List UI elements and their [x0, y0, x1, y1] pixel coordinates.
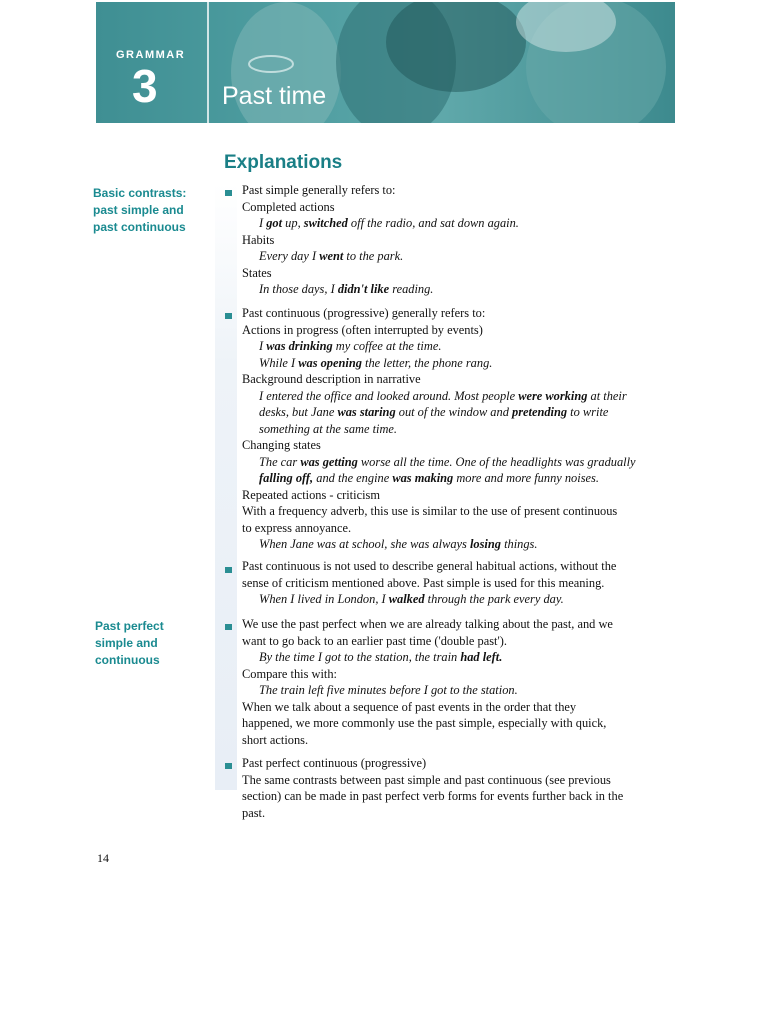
margin-strip — [215, 183, 237, 790]
bullet-icon — [225, 624, 232, 630]
banner-photo — [96, 2, 675, 123]
text-line: States — [242, 265, 272, 280]
section-past-continuous — [242, 305, 684, 553]
example-line: While I was opening the letter, the phone rang. — [259, 355, 493, 370]
section-habitual-note — [242, 558, 684, 608]
section-heading: Explanations — [224, 152, 343, 173]
grammar-label: GRAMMAR — [116, 49, 186, 61]
text-line: Past continuous (progressive) generally refers to: — [242, 306, 486, 320]
example-line: I got up, switched off the radio, and sat down again. — [259, 216, 519, 230]
text-line: Changing states — [242, 438, 321, 452]
text-line: Completed actions — [242, 199, 335, 214]
bullet-icon — [225, 190, 232, 196]
sidebar-line: past continuous — [93, 220, 186, 234]
sidebar-line: simple and — [95, 636, 158, 650]
text-line: We use the past perfect when we are already talking about the past, and we — [242, 617, 613, 631]
text-line: When we talk about a sequence of past events in the order that they — [242, 699, 577, 714]
bullet-icon — [225, 567, 232, 573]
example-line: When I lived in London, I walked through the park every day. — [259, 592, 564, 606]
example-line: The car was getting worse all the time. One of the headlights was gradually — [259, 454, 636, 469]
text-line: section) can be made in past perfect verb forms for events further back in the — [242, 789, 624, 803]
text-line: The same contrasts between past simple and past continuous (see previous — [242, 772, 611, 787]
banner-divider — [207, 2, 209, 123]
sidebar-line: Past perfect — [95, 619, 164, 633]
text-line: Past continuous is not used to describe general habitual actions, without the — [242, 559, 617, 573]
page-number: 14 — [97, 851, 109, 865]
text-line: Habits — [242, 232, 275, 247]
chapter-number: 3 — [132, 60, 158, 112]
bullet-icon — [225, 763, 232, 769]
text-line: Past simple generally refers to: — [242, 183, 396, 197]
example-line: falling off, and the engine was making more and more funny noises. — [259, 471, 599, 485]
example-line: By the time I got to the station, the train had left. — [259, 650, 503, 664]
section-past-perfect-continuous — [242, 755, 684, 821]
example-line: I entered the office and looked around. Most people were working at their — [259, 388, 627, 403]
text-line: past. — [242, 805, 266, 820]
text-line: short actions. — [242, 732, 309, 747]
text-line: Past perfect continuous (progressive) — [242, 756, 427, 770]
example-line: Every day I went to the park. — [259, 249, 404, 263]
section-past-simple — [242, 182, 684, 298]
text-line: Actions in progress (often interrupted by events) — [242, 322, 483, 337]
text-line: want to go back to an earlier past time ('double past'). — [242, 633, 507, 648]
example-line: The train left five minutes before I got to the station. — [259, 683, 518, 697]
text-line: sense of criticism mentioned above. Past simple is used for this meaning. — [242, 575, 605, 590]
example-line: I was drinking my coffee at the time. — [259, 339, 442, 353]
bullet-icon — [225, 313, 232, 319]
sidebar-basic-contrasts — [93, 185, 203, 236]
sidebar-line: Basic contrasts: — [93, 186, 187, 200]
text-line: to express annoyance. — [242, 520, 352, 535]
sidebar-line: past simple and — [93, 203, 184, 217]
example-line: desks, but Jane was staring out of the window and pretending to write — [259, 405, 609, 419]
sidebar-line: continuous — [95, 653, 160, 667]
chapter-title: Past time — [222, 82, 327, 110]
example-line: In those days, I didn't like reading. — [259, 282, 434, 296]
example-line: something at the same time. — [259, 421, 397, 436]
section-past-perfect — [242, 616, 684, 748]
text-line: happened, we more commonly use the past simple, especially with quick, — [242, 716, 607, 730]
sidebar-past-perfect — [95, 618, 205, 669]
text-line: With a frequency adverb, this use is similar to the use of present continuous — [242, 504, 618, 518]
text-line: Compare this with: — [242, 666, 337, 681]
text-line: Background description in narrative — [242, 372, 421, 386]
chapter-banner — [96, 2, 675, 123]
example-line: When Jane was at school, she was always losing things. — [259, 537, 538, 551]
text-line: Repeated actions - criticism — [242, 487, 380, 502]
